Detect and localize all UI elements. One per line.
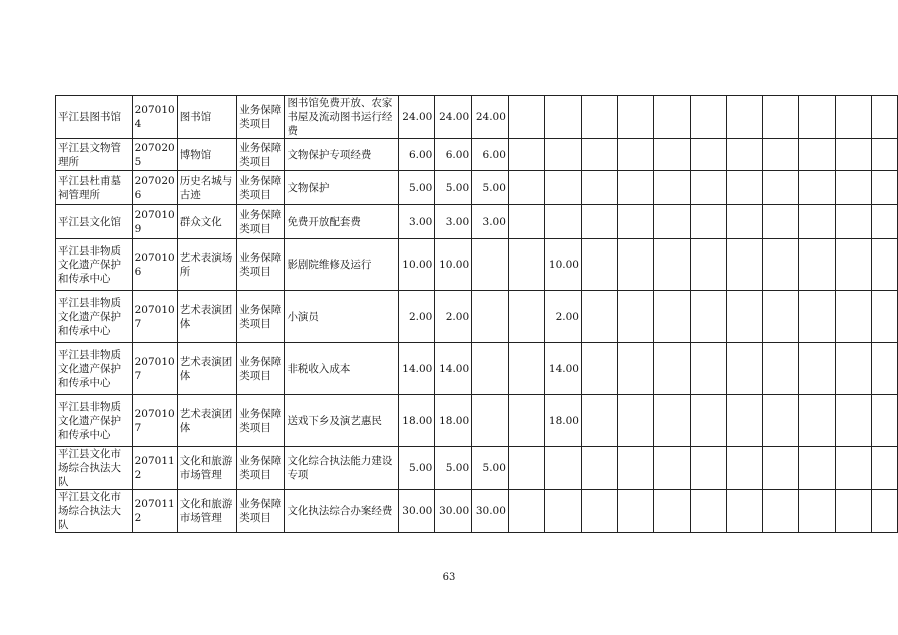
- extra-cell: [618, 291, 654, 343]
- extra-cell: [871, 205, 897, 239]
- extra-cell: [799, 291, 835, 343]
- project-type-cell: 业务保障类项目: [237, 490, 285, 533]
- extra-cell: [654, 490, 690, 533]
- function-code-cell: 2070107: [132, 395, 177, 447]
- special-fund-cell: [545, 490, 582, 533]
- extra-cell: [690, 343, 726, 395]
- budget-subtotal-cell: 18.00: [435, 395, 472, 447]
- function-name-cell: 文化和旅游市场管理: [177, 447, 237, 490]
- general-budget-cell: 30.00: [472, 490, 509, 533]
- project-name-cell: 图书馆免费开放、农家书屋及流动图书运行经费: [285, 96, 398, 139]
- function-name-cell: 艺术表演团体: [177, 343, 237, 395]
- extra-cell: [726, 395, 762, 447]
- function-name-cell: 历史名城与古迹: [177, 171, 237, 205]
- extra-cell: [654, 139, 690, 171]
- table-row: [56, 239, 898, 291]
- budget-subtotal-cell: 30.00: [435, 490, 472, 533]
- function-name-cell: 艺术表演团体: [177, 395, 237, 447]
- extra-cell: [618, 239, 654, 291]
- project-type-cell: 业务保障类项目: [237, 139, 285, 171]
- extra-cell: [835, 447, 871, 490]
- fund-cell: [508, 239, 544, 291]
- extra-cell: [835, 490, 871, 533]
- unit-name-cell: 平江县图书馆: [56, 96, 133, 139]
- extra-cell: [581, 239, 617, 291]
- fund-cell: [508, 171, 544, 205]
- extra-cell: [726, 205, 762, 239]
- total-amount-cell: 3.00: [398, 205, 435, 239]
- extra-cell: [763, 171, 799, 205]
- extra-cell: [654, 96, 690, 139]
- extra-cell: [871, 447, 897, 490]
- unit-name-cell: 平江县文物管理所: [56, 139, 133, 171]
- extra-cell: [726, 447, 762, 490]
- budget-subtotal-cell: 5.00: [435, 171, 472, 205]
- extra-cell: [799, 239, 835, 291]
- function-code-cell: 2070205: [132, 139, 177, 171]
- unit-name-cell: 平江县杜甫墓祠管理所: [56, 171, 133, 205]
- extra-cell: [799, 395, 835, 447]
- general-budget-cell: 3.00: [472, 205, 509, 239]
- extra-cell: [871, 139, 897, 171]
- function-code-cell: 2070112: [132, 447, 177, 490]
- extra-cell: [835, 139, 871, 171]
- extra-cell: [581, 395, 617, 447]
- extra-cell: [618, 395, 654, 447]
- general-budget-cell: [472, 343, 509, 395]
- extra-cell: [763, 447, 799, 490]
- fund-cell: [508, 343, 544, 395]
- unit-name-cell: 平江县非物质文化遗产保护和传承中心: [56, 343, 133, 395]
- function-code-cell: 2070109: [132, 205, 177, 239]
- extra-cell: [654, 291, 690, 343]
- extra-cell: [654, 171, 690, 205]
- fund-cell: [508, 490, 544, 533]
- project-type-cell: 业务保障类项目: [237, 291, 285, 343]
- extra-cell: [726, 96, 762, 139]
- extra-cell: [690, 96, 726, 139]
- extra-cell: [871, 171, 897, 205]
- extra-cell: [654, 395, 690, 447]
- unit-name-cell: 平江县文化馆: [56, 205, 133, 239]
- extra-cell: [799, 96, 835, 139]
- function-name-cell: 艺术表演团体: [177, 291, 237, 343]
- budget-subtotal-cell: 2.00: [435, 291, 472, 343]
- special-fund-cell: [545, 96, 582, 139]
- extra-cell: [618, 447, 654, 490]
- extra-cell: [835, 96, 871, 139]
- extra-cell: [690, 239, 726, 291]
- extra-cell: [581, 139, 617, 171]
- function-name-cell: 图书馆: [177, 96, 237, 139]
- function-code-cell: 2070112: [132, 490, 177, 533]
- function-code-cell: 2070107: [132, 291, 177, 343]
- project-type-cell: 业务保障类项目: [237, 96, 285, 139]
- special-fund-cell: [545, 171, 582, 205]
- general-budget-cell: 5.00: [472, 447, 509, 490]
- special-fund-cell: 18.00: [545, 395, 582, 447]
- extra-cell: [618, 343, 654, 395]
- project-type-cell: 业务保障类项目: [237, 205, 285, 239]
- total-amount-cell: 5.00: [398, 447, 435, 490]
- table-row: [56, 490, 898, 533]
- table-row: [56, 291, 898, 343]
- extra-cell: [654, 205, 690, 239]
- project-type-cell: 业务保障类项目: [237, 395, 285, 447]
- extra-cell: [618, 171, 654, 205]
- extra-cell: [835, 205, 871, 239]
- page-number: 63: [442, 572, 456, 583]
- special-fund-cell: 14.00: [545, 343, 582, 395]
- extra-cell: [763, 205, 799, 239]
- project-name-cell: 文物保护专项经费: [285, 139, 398, 171]
- budget-subtotal-cell: 24.00: [435, 96, 472, 139]
- extra-cell: [690, 205, 726, 239]
- extra-cell: [763, 490, 799, 533]
- general-budget-cell: 6.00: [472, 139, 509, 171]
- total-amount-cell: 5.00: [398, 171, 435, 205]
- extra-cell: [871, 291, 897, 343]
- special-fund-cell: [545, 205, 582, 239]
- fund-cell: [508, 395, 544, 447]
- table-row: [56, 139, 898, 171]
- table-row: [56, 447, 898, 490]
- extra-cell: [799, 490, 835, 533]
- function-name-cell: 博物馆: [177, 139, 237, 171]
- total-amount-cell: 24.00: [398, 96, 435, 139]
- extra-cell: [799, 205, 835, 239]
- total-amount-cell: 18.00: [398, 395, 435, 447]
- general-budget-cell: 5.00: [472, 171, 509, 205]
- extra-cell: [581, 171, 617, 205]
- fund-cell: [508, 291, 544, 343]
- budget-subtotal-cell: 6.00: [435, 139, 472, 171]
- extra-cell: [581, 96, 617, 139]
- extra-cell: [690, 291, 726, 343]
- table-row: [56, 343, 898, 395]
- special-fund-cell: [545, 139, 582, 171]
- extra-cell: [690, 490, 726, 533]
- extra-cell: [799, 139, 835, 171]
- extra-cell: [835, 239, 871, 291]
- table-row: [56, 205, 898, 239]
- extra-cell: [726, 139, 762, 171]
- table-row: [56, 171, 898, 205]
- total-amount-cell: 6.00: [398, 139, 435, 171]
- extra-cell: [835, 291, 871, 343]
- extra-cell: [763, 96, 799, 139]
- special-fund-cell: [545, 447, 582, 490]
- extra-cell: [618, 490, 654, 533]
- extra-cell: [799, 447, 835, 490]
- project-name-cell: 影剧院维修及运行: [285, 239, 398, 291]
- total-amount-cell: 30.00: [398, 490, 435, 533]
- fund-cell: [508, 205, 544, 239]
- table-row: [56, 395, 898, 447]
- extra-cell: [581, 343, 617, 395]
- budget-subtotal-cell: 5.00: [435, 447, 472, 490]
- budget-subtotal-cell: 10.00: [435, 239, 472, 291]
- extra-cell: [799, 171, 835, 205]
- unit-name-cell: 平江县非物质文化遗产保护和传承中心: [56, 239, 133, 291]
- special-fund-cell: 10.00: [545, 239, 582, 291]
- project-name-cell: 非税收入成本: [285, 343, 398, 395]
- total-amount-cell: 10.00: [398, 239, 435, 291]
- extra-cell: [581, 291, 617, 343]
- budget-subtotal-cell: 14.00: [435, 343, 472, 395]
- project-name-cell: 小演员: [285, 291, 398, 343]
- total-amount-cell: 2.00: [398, 291, 435, 343]
- extra-cell: [654, 239, 690, 291]
- extra-cell: [690, 139, 726, 171]
- project-name-cell: 文物保护: [285, 171, 398, 205]
- extra-cell: [726, 291, 762, 343]
- project-type-cell: 业务保障类项目: [237, 171, 285, 205]
- extra-cell: [581, 205, 617, 239]
- table-row: [56, 96, 898, 139]
- function-name-cell: 文化和旅游市场管理: [177, 490, 237, 533]
- total-amount-cell: 14.00: [398, 343, 435, 395]
- extra-cell: [871, 395, 897, 447]
- fund-cell: [508, 96, 544, 139]
- function-code-cell: 2070106: [132, 239, 177, 291]
- unit-name-cell: 平江县文化市场综合执法大队: [56, 490, 133, 533]
- general-budget-cell: [472, 239, 509, 291]
- unit-name-cell: 平江县文化市场综合执法大队: [56, 447, 133, 490]
- extra-cell: [726, 343, 762, 395]
- extra-cell: [763, 343, 799, 395]
- function-name-cell: 群众文化: [177, 205, 237, 239]
- project-type-cell: 业务保障类项目: [237, 447, 285, 490]
- extra-cell: [871, 96, 897, 139]
- extra-cell: [690, 171, 726, 205]
- extra-cell: [763, 291, 799, 343]
- extra-cell: [763, 239, 799, 291]
- budget-table: [55, 95, 898, 533]
- extra-cell: [690, 447, 726, 490]
- function-name-cell: 艺术表演场所: [177, 239, 237, 291]
- extra-cell: [871, 343, 897, 395]
- extra-cell: [581, 447, 617, 490]
- fund-cell: [508, 139, 544, 171]
- extra-cell: [726, 239, 762, 291]
- function-code-cell: 2070206: [132, 171, 177, 205]
- extra-cell: [835, 343, 871, 395]
- extra-cell: [581, 490, 617, 533]
- project-type-cell: 业务保障类项目: [237, 239, 285, 291]
- extra-cell: [835, 395, 871, 447]
- unit-name-cell: 平江县非物质文化遗产保护和传承中心: [56, 291, 133, 343]
- general-budget-cell: 24.00: [472, 96, 509, 139]
- extra-cell: [654, 343, 690, 395]
- project-name-cell: 文化综合执法能力建设专项: [285, 447, 398, 490]
- project-name-cell: 免费开放配套费: [285, 205, 398, 239]
- general-budget-cell: [472, 291, 509, 343]
- extra-cell: [871, 239, 897, 291]
- extra-cell: [763, 395, 799, 447]
- function-code-cell: 2070104: [132, 96, 177, 139]
- project-name-cell: 送戏下乡及演艺惠民: [285, 395, 398, 447]
- extra-cell: [763, 139, 799, 171]
- project-type-cell: 业务保障类项目: [237, 343, 285, 395]
- unit-name-cell: 平江县非物质文化遗产保护和传承中心: [56, 395, 133, 447]
- fund-cell: [508, 447, 544, 490]
- budget-subtotal-cell: 3.00: [435, 205, 472, 239]
- function-code-cell: 2070107: [132, 343, 177, 395]
- extra-cell: [835, 171, 871, 205]
- extra-cell: [799, 343, 835, 395]
- extra-cell: [726, 171, 762, 205]
- extra-cell: [690, 395, 726, 447]
- extra-cell: [618, 96, 654, 139]
- general-budget-cell: [472, 395, 509, 447]
- extra-cell: [618, 205, 654, 239]
- project-name-cell: 文化执法综合办案经费: [285, 490, 398, 533]
- special-fund-cell: 2.00: [545, 291, 582, 343]
- extra-cell: [618, 139, 654, 171]
- extra-cell: [871, 490, 897, 533]
- extra-cell: [726, 490, 762, 533]
- extra-cell: [654, 447, 690, 490]
